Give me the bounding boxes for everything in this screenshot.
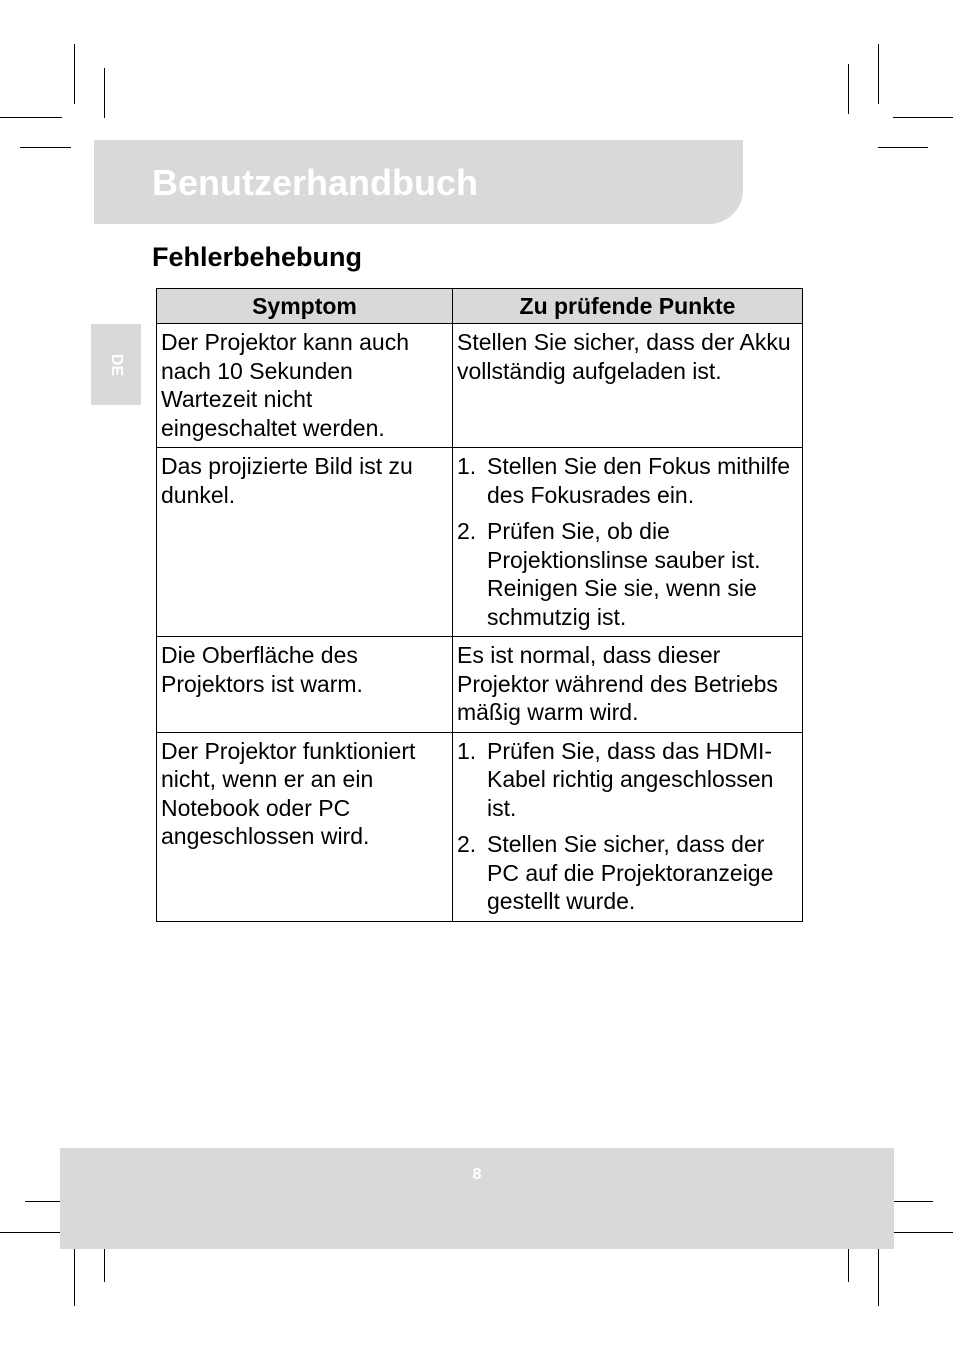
checkpoint-cell: [453, 732, 803, 921]
crop-mark: [894, 1232, 953, 1233]
list-text: Prüfen Sie, ob die Projektionslinse sauber ist. Reinigen Sie sie, wenn sie schmutzig ist.: [487, 518, 761, 630]
checkpoint-cell: Stellen Sie sicher, dass der Akku vollständig aufgeladen ist.: [453, 324, 803, 448]
crop-mark: [0, 1232, 61, 1233]
footer-band: [60, 1148, 894, 1249]
crop-mark: [20, 147, 71, 148]
crop-mark: [104, 1249, 105, 1282]
list-number: 1.: [457, 453, 477, 479]
crop-mark: [104, 68, 105, 118]
list-number: 2.: [457, 831, 477, 857]
symptom-cell: Der Projektor funktioniert nicht, wenn er an ein Notebook oder PC angeschlossen wird.: [157, 732, 453, 921]
troubleshooting-table: [156, 288, 803, 922]
symptom-cell: Der Projektor kann auch nach 10 Sekunden Wartezeit nicht eingeschaltet werden.: [157, 324, 453, 448]
crop-mark: [848, 64, 849, 114]
list-number: 1.: [457, 737, 477, 764]
checkpoint-list: [457, 737, 798, 916]
list-item: [457, 830, 798, 916]
section-title: Fehlerbehebung: [152, 242, 363, 272]
crop-mark: [878, 1249, 879, 1306]
list-text: Stellen Sie den Fokus mithilfe des Fokusrades ein.: [487, 453, 790, 508]
list-item: [457, 737, 798, 823]
checkpoint-cell: Es ist normal, dass dieser Projektor während des Betriebs mäßig warm wird.: [453, 637, 803, 733]
crop-mark: [893, 117, 953, 118]
table-row: [157, 732, 803, 921]
crop-mark: [74, 44, 75, 104]
column-header-checkpoints: Zu prüfende Punkte: [453, 289, 803, 324]
crop-mark: [0, 117, 62, 118]
table-header-row: [157, 289, 803, 324]
language-tab-label: DE: [108, 353, 125, 376]
list-number: 2.: [457, 518, 477, 544]
table-row: [157, 637, 803, 733]
crop-mark: [848, 1249, 849, 1282]
column-header-symptom: Symptom: [157, 289, 453, 324]
symptom-cell: Die Oberfläche des Projektors ist warm.: [157, 637, 453, 733]
manual-title: Benutzerhandbuch: [152, 162, 479, 203]
page-number: 8: [472, 1166, 482, 1183]
crop-mark: [878, 147, 928, 148]
checkpoint-list: [457, 452, 798, 631]
crop-mark: [25, 1201, 61, 1202]
crop-mark: [894, 1201, 933, 1202]
table-row: [157, 448, 803, 637]
checkpoint-cell: [453, 448, 803, 637]
symptom-cell: Das projizierte Bild ist zu dunkel.: [157, 448, 453, 637]
list-text: Stellen Sie sicher, dass der PC auf die Projektoranzeige gestellt wurde.: [487, 831, 774, 914]
language-tab: [91, 324, 141, 405]
list-item: [457, 517, 798, 631]
table-row: [157, 324, 803, 448]
crop-mark: [878, 44, 879, 104]
crop-mark: [74, 1249, 75, 1306]
list-item: [457, 452, 798, 509]
list-text: Prüfen Sie, dass das HDMI-Kabel richtig angeschlossen ist.: [487, 737, 774, 821]
